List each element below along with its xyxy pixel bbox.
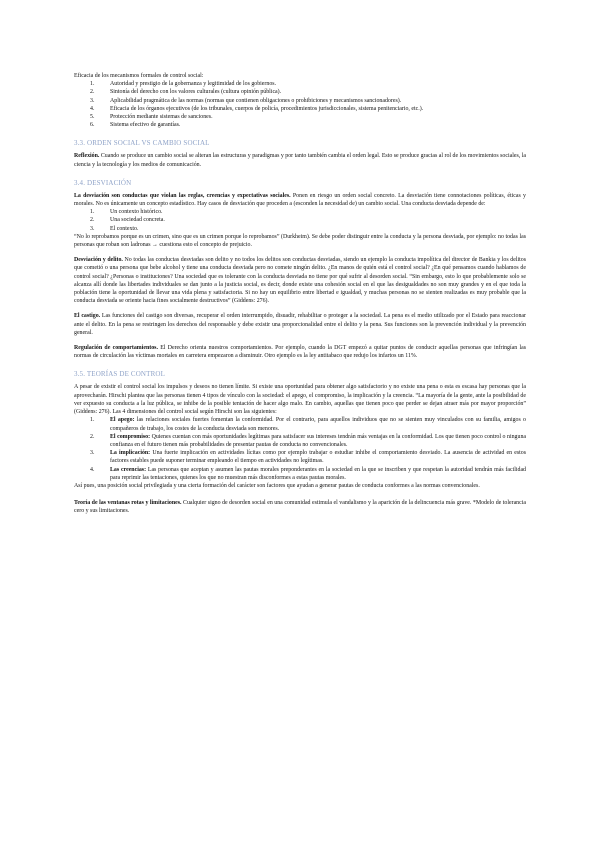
section-heading-3-3: 3.3. ORDEN SOCIAL VS CAMBIO SOCIAL: [74, 139, 210, 148]
list-item: 2. Sintonía del derecho con los valores culturales (cultura opinión pública).: [90, 89, 282, 96]
list-item: 6. Sistema efectivo de garantías.: [90, 122, 181, 129]
control-intro: A pesar de existir el control social los impulsos y deseos no tienen límite. Si existe una oportunidad para obtener algo satisfactorio y no existe una pena o esta es escasa hay personas que la aprovecharán. Hirschi plantea que las personas tienen 4 tipos de vínculo con la sociedad: el apego, el compromiso, la implicación y la creencia. “La mayoría de la gente, ante la posibilidad de ver expuesto su conducta a la luz pública, se inhibe de la posible tentación de hacer algo malo. En cambio, aquellas que tienen poco que perder se dejan atraer más por mayor proporción” (Giddens: 276). Las 4 dimensiones del control social según Hirschi son las siguientes:: [74, 384, 526, 416]
list-item: 5. Protección mediante sistemas de sanciones.: [90, 114, 213, 121]
list-item: 1. Autoridad y prestigio de la gobernanza y legitimidad de los gobiernos.: [90, 81, 277, 88]
desviacion-delito-paragraph: Desviación y delito. No todas las conductas desviadas son delito y no todos los delitos son conductas desviadas, siendo un ejemplo la conducta impolítica del director de Bankia y los delitos que cometió o una persona que bebe alcohol y tiene una conducta desviada pero no comete ningún delito. ¿En manos de quién está el control social? ¿En qué pensamos cuando hablamos de control social? ¿Personas o instituciones? Una sociedad que es tolerante con la conducta desviada no tiene por qué sufrir al desorden social. “Sin embargo, esto lo que probablemente solo se alcanza allí donde las libertades individuales se dan junto a la justicia social, es decir, donde existe una cohesión social en el que las desigualdades no son muy grandes y en el que toda la población tiene la oportunidad de llevar una vida plena y satisfactoria. Si no hay un equilibrio entre libertad e igualdad, y muchas personas no se sienten realizadas es muy probable que la conducta desviada se oriente hacia fines socialmente destructivos” (Giddens: 276).: [74, 257, 526, 305]
control-closing: Así pues, una posición social privilegiada y una cierta formación del carácter son factores que ayudan a generar pautas de conducta conformes a las normas convencionales.: [74, 482, 480, 489]
durkheim-quote: “No lo reprobamos porque es un crimen, sino que es un crimen porque lo reprobamos” (Durkheim). Se debe poder distinguir entre la conducta y la persona desviada, por ejemplo: no todas las personas que roban son ladronas → cuestiona esto el concepto de prejuicio.: [74, 233, 526, 249]
section-heading-3-5: 3.5. TEORÍAS DE CONTROL: [74, 370, 166, 379]
regulacion-paragraph: Regulación de comportamientos. El Derecho orienta nuestros comportamientos. Por ejemplo, cuando la DGT empezó a quitar puntos de conducir aquellas personas que infringían las normas de circulación las víctimas mortales en carretera empezaron a disminuir. Otro ejemplo es la ley antitabaco que redujo los infartos un 11%.: [74, 345, 526, 360]
list-item: 4. Las creencias: Las personas que aceptan y asumen las pautas morales preponderantes en la sociedad en la que se inscriben y que respetan la autoridad tendrán más facilidad para reprimir las tentaciones, quienes los que no muestran más disconformes a estas pautas morales.: [90, 466, 527, 481]
list-item: 1. El apego: las relaciones sociales fuertes fomentan la conformidad. Por el contrario, para aquellos individuos que no se sienten muy vinculados con su familia, amigos o compañeros de trabajo, los costes de la conducta desviada son menores.: [90, 417, 526, 432]
list-item: 3. Aplicabilidad pragmática de las normas (normas que contienen obligaciones o prohibiciones y mecanismos sancionadores).: [90, 97, 402, 104]
castigo-paragraph: El castigo. Las funciones del castigo son diversas, recuperar el orden interrumpido, disuadir, rehabilitar o proteger a la sociedad. La pena es el medio utilizado por el Estado para reaccionar ante el delito. En la pena se restringen los derechos del responsable y debe existir una proporcionalidad entre el delito y la pena. Sus funciones son la prevención individual y la prevención general.: [74, 313, 526, 336]
hirschi-list: [74, 416, 526, 482]
eficacia-title: Eficacia de los mecanismos formales de control social:: [74, 73, 204, 79]
list-item: 3. La implicación: Una fuerte implicación en actividades lícitas como por ejemplo trabajar o estudiar inhibe el comportamiento desviado. La ausencia de actividad en estos factores estables puede suponer terminar empleando el tiempo en actividades no legítimas.: [90, 450, 526, 465]
ventanas-rotas-paragraph: Teoría de las ventanas rotas y limitaciones. Cualquier signo de desorden social en una comunidad estimula el vandalismo y la aparición de la delincuencia más grave. *Modelo de tolerancia cero y sus limitaciones.: [74, 500, 526, 515]
list-item: 3. El contexto.: [90, 225, 139, 232]
desviacion-intro: La desviación son conductas que violan las reglas, creencias y expectativas sociales. Ponen en riesgo un orden social concreto. La desviación tiene connotaciones políticas, éticas y morales. No es únicamente un concepto estadístico. Hay casos de desviación que proceden a (esconden la necesidad de) un cambio social. Una conducta desviada depende de:: [74, 192, 526, 208]
section-heading-3-4: 3.4. DESVIACIÓN: [74, 178, 132, 187]
list-item: 4. Eficacia de los órganos ejecutivos (de los tribunales, cuerpos de policía, procedimientos jurisdiccionales, sistema penitenciario, etc.).: [90, 105, 424, 112]
document-body: [74, 72, 526, 516]
list-item: 2. El compromiso: Quienes cuentan con más oportunidades legítimas para satisfacer sus intereses tendrán más ventajas en la conformidad. Los que tienen poco control o ninguna confianza en el futuro tienen más probabilidades de presentar pautas de conducta no convencionales.: [90, 433, 527, 448]
eficacia-list: [74, 80, 526, 129]
desviacion-list: [74, 208, 526, 233]
reflexion-paragraph: Reflexión. Cuando se produce un cambio social se alteran las estructuras y paradigmas y por tanto también cambia el orden legal. Esto se produce gracias al rol de los movimientos sociales, la ciencia y la tecnología y los medios de comunicación.: [74, 153, 526, 168]
list-item: 1. Un contexto histórico.: [90, 209, 163, 216]
list-item: 2. Una sociedad concreta.: [90, 217, 165, 224]
